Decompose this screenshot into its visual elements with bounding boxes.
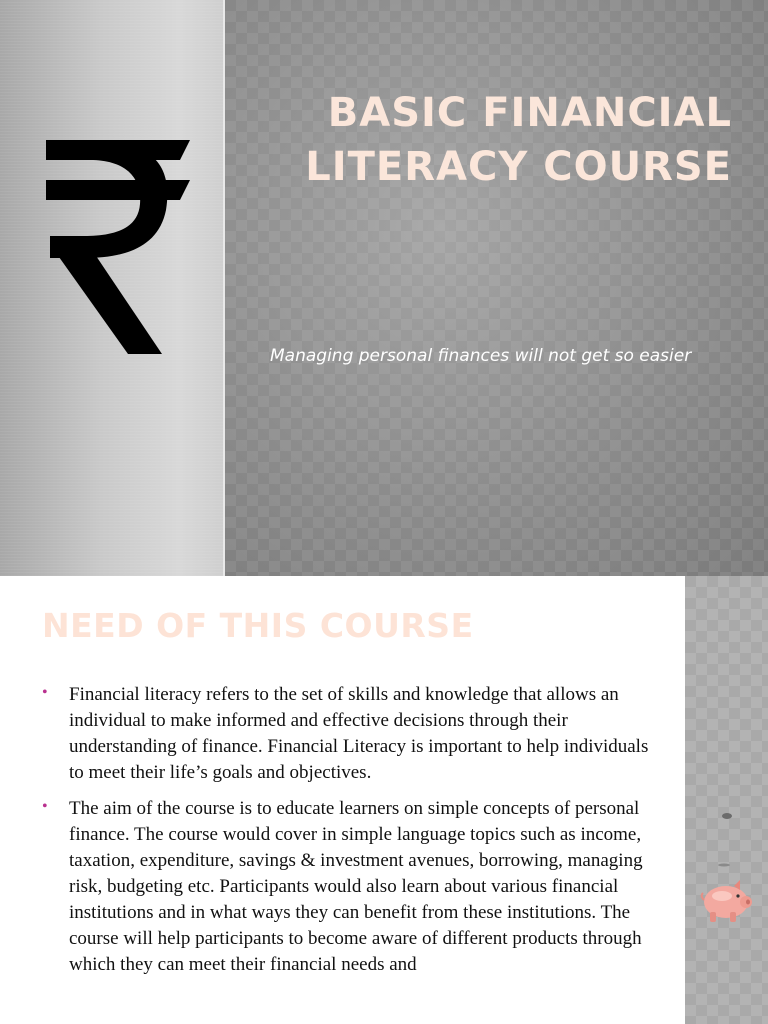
- list-item: [40, 796, 650, 978]
- rupee-icon: [40, 132, 200, 362]
- bullet-dot-icon: •: [42, 684, 48, 701]
- slide-title: BASIC FINANCIAL LITERACY COURSE: [305, 90, 732, 190]
- slide-subtitle: Managing personal finances will not get so easier: [270, 346, 692, 366]
- bullet-text: The aim of the course is to educate learners on simple concepts of personal finance. The course would cover in simple language topics such as income, taxation, expenditure, savings & investment avenues, borrowing, managing risk, budgeting etc. Participants would also learn about various financial institutions and in what ways they can benefit from these institutions. The course will help participants to become aware of different products through which they can meet their financial needs and: [69, 798, 643, 975]
- bullet-text: Financial literacy refers to the set of skills and knowledge that allows an individual to make informed and effective decisions through their understanding of finance. Financial Literacy is important to help individuals to meet their life’s goals and objectives.: [69, 684, 649, 783]
- right-strip: [685, 576, 768, 1024]
- piggy-bank-icon: [700, 876, 754, 926]
- coin-icon: [722, 813, 732, 819]
- slide-heading: NEED OF THIS COURSE: [42, 606, 474, 645]
- bullet-list: [40, 682, 650, 988]
- content-slide: [0, 576, 768, 1024]
- bullet-dot-icon: •: [42, 798, 48, 815]
- list-item: [40, 682, 650, 786]
- coin-icon: [718, 863, 730, 867]
